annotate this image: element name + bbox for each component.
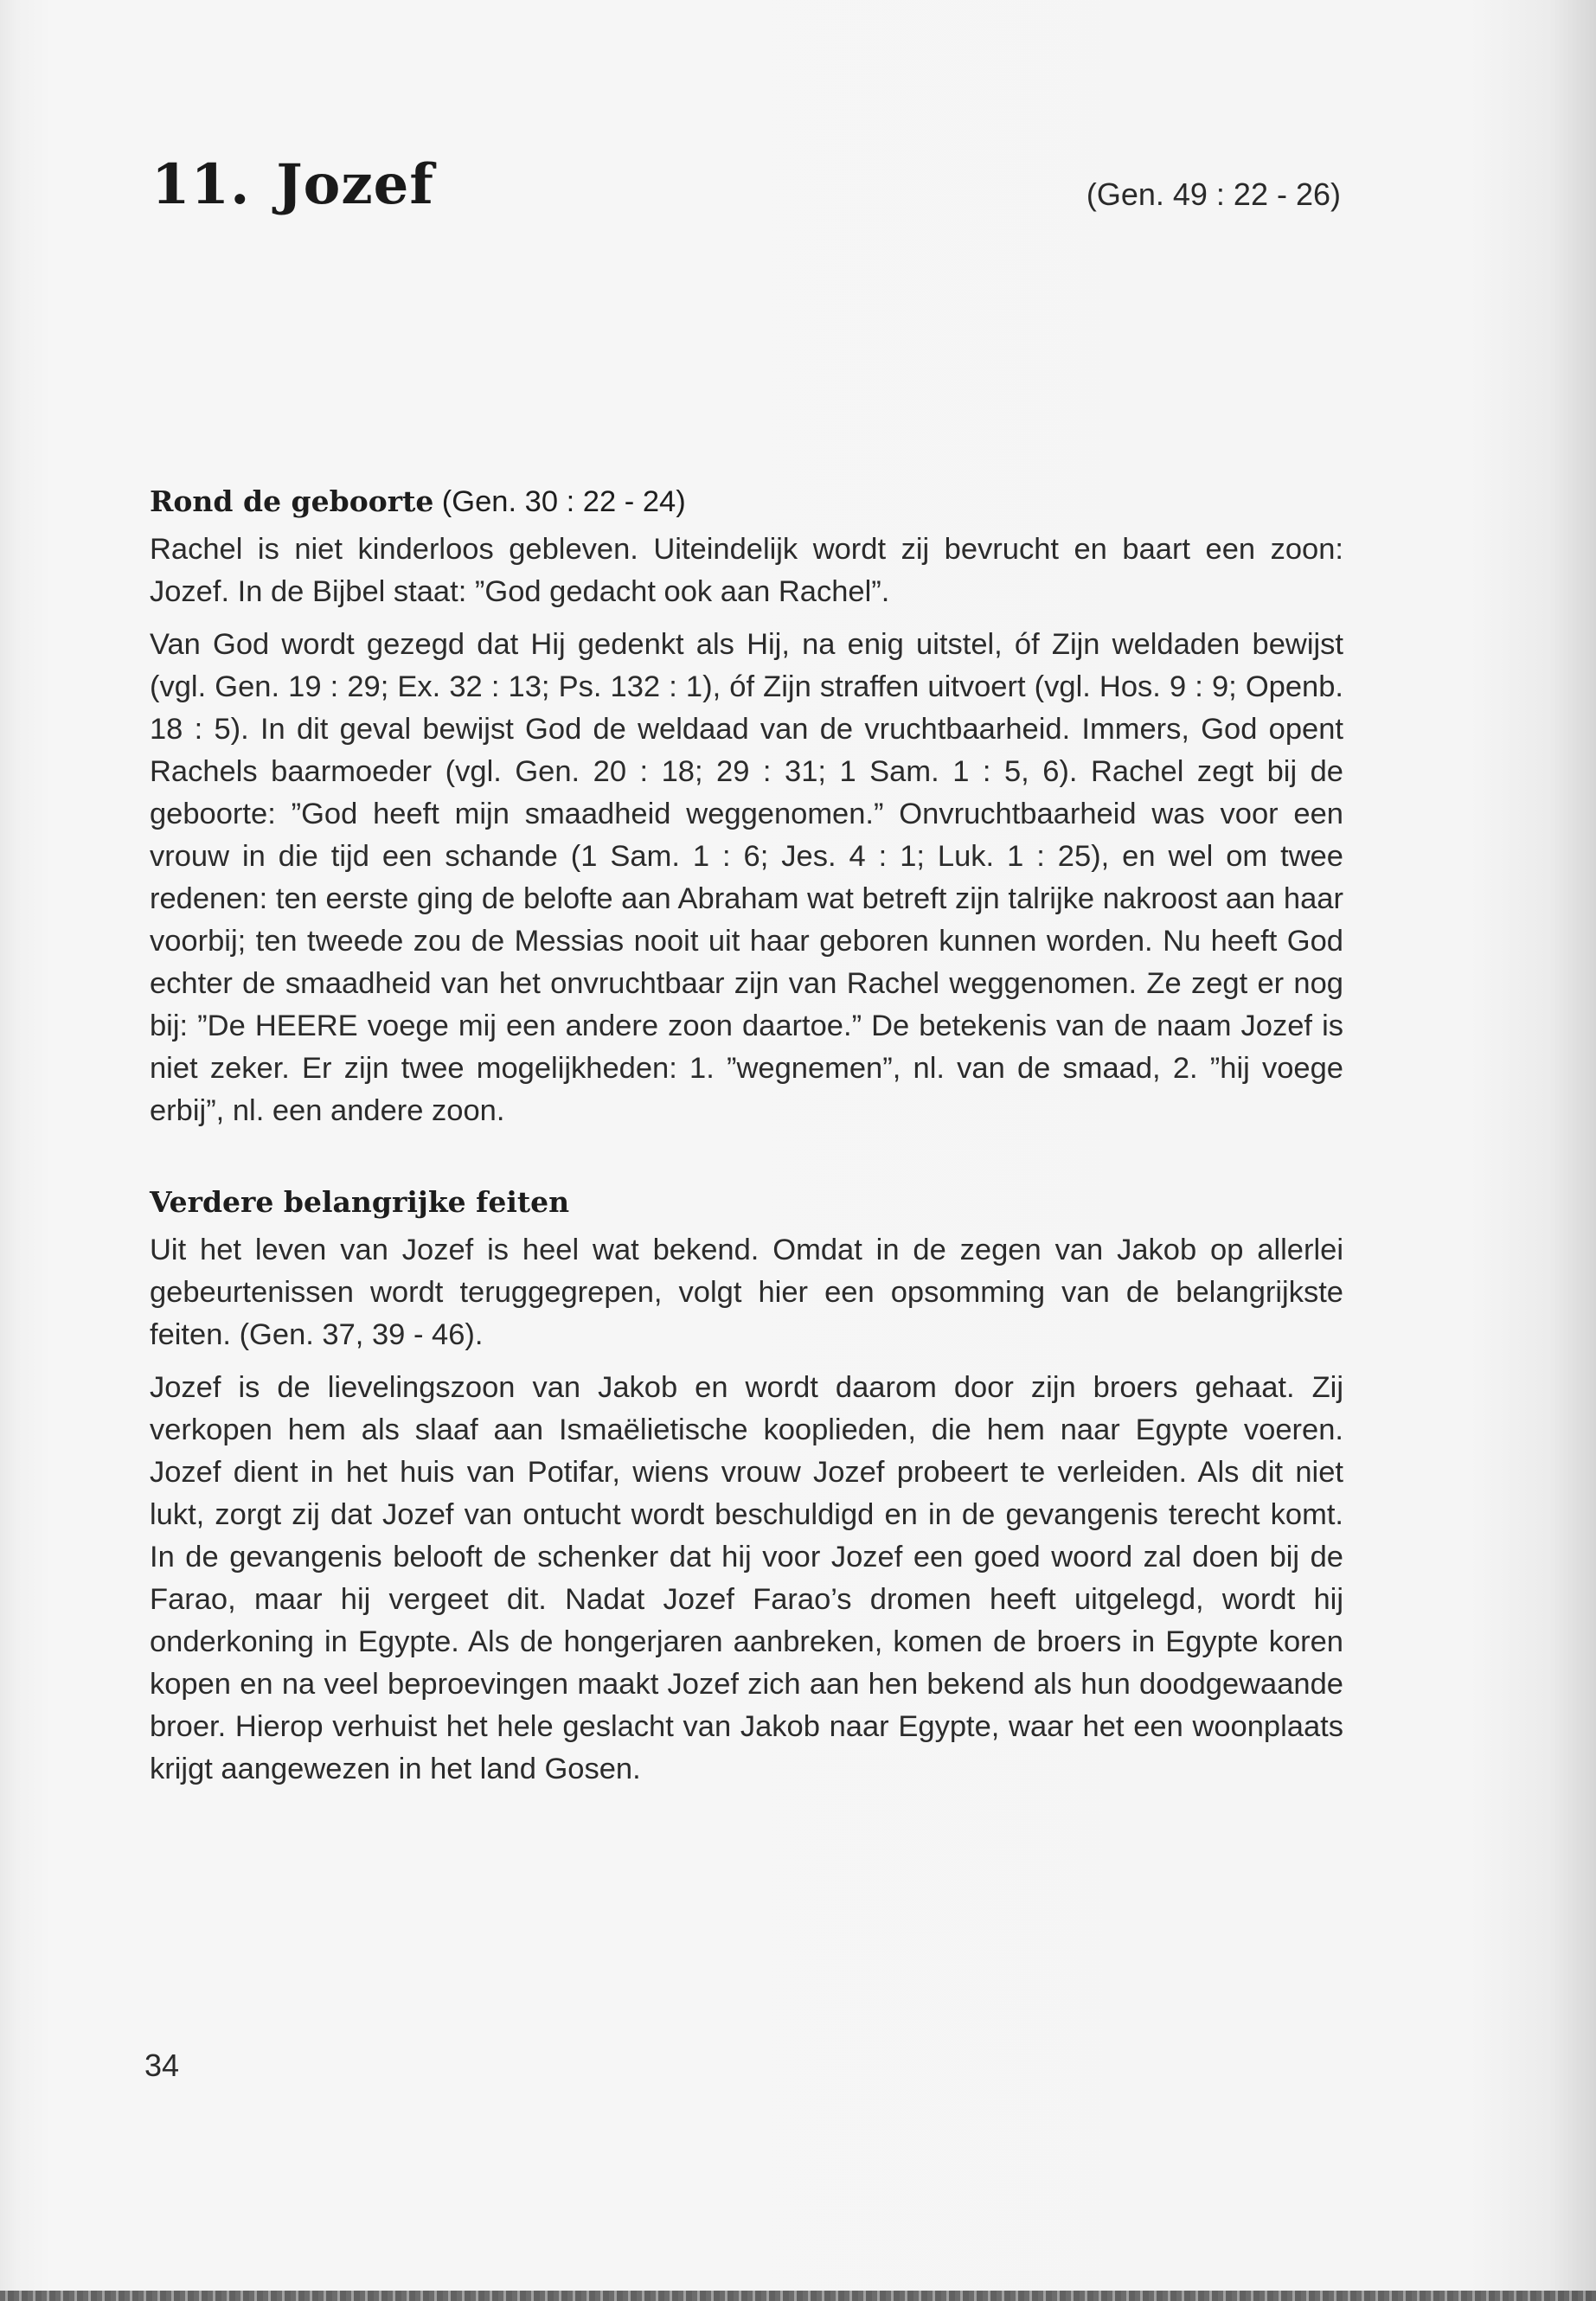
chapter-title xyxy=(151,152,434,217)
paragraph: Uit het leven van Jozef is heel wat bekend. Omdat in de zegen van Jakob op allerlei gebeurtenissen wordt teruggegrepen, volgt hier een opsomming van de belangrijkste feiten. (Gen. 37, 39 - 46). xyxy=(150,1234,1343,1351)
section-heading-label: Rond de geboorte xyxy=(150,484,434,518)
section-birth xyxy=(150,482,1343,1132)
chapter-reference: (Gen. 49 : 22 - 26) xyxy=(1086,176,1341,212)
section-heading xyxy=(150,482,1343,522)
paragraph: Rachel is niet kinderloos gebleven. Uiteindelijk wordt zij bevrucht en baart een zoon: Jozef. In de Bijbel staat: ”God gedacht ook aan Rachel”. xyxy=(150,533,1343,608)
section-heading-reference: (Gen. 30 : 22 - 24) xyxy=(441,485,686,518)
paragraph: Jozef is de lievelingszoon van Jakob en wordt daarom door zijn broers gehaat. Zij verkopen hem als slaaf aan Ismaëlietische kooplieden, die hem naar Egypte voeren. Jozef dient in het huis van Potifar, wiens vrouw Jozef probeert te verleiden. Als dit niet lukt, zorgt zij dat Jozef van ontucht wordt beschuldigd en in de gevangenis terecht komt. In de gevangenis belooft de schenker dat hij voor Jozef een goed woord zal doen bij de Farao, maar hij vergeet dit. Nadat Jozef Farao’s dromen heeft uitgelegd, wordt hij onderkoning in Egypte. Als de hongerjaren aanbreken, komen de broers in Egypte koren kopen en na veel beproevingen maakt Jozef zich aan hen bekend als hun doodgewaande broer. Hierop verhuist het hele geslacht van Jakob naar Egypte, waar het een woonplaats krijgt aangewezen in het land Gosen. xyxy=(150,1371,1343,1785)
page-content xyxy=(150,482,1343,1801)
page-number: 34 xyxy=(144,2048,180,2083)
section-important-facts xyxy=(150,1183,1343,1791)
chapter-name: Jozef xyxy=(276,152,434,217)
chapter-heading xyxy=(151,152,1341,221)
section-heading xyxy=(150,1183,1343,1222)
paragraph: Van God wordt gezegd dat Hij gedenkt als Hij, na enig uitstel, óf Zijn weldaden bewijst (vgl. Gen. 19 : 29; Ex. 32 : 13; Ps. 132 : 1), óf Zijn straffen uitvoert (vgl. Hos. 9 : 9; Openb. 18 : 5). In dit geval bewijst God de weldaad van de vruchtbaarheid. Immers, God opent Rachels baarmoeder (vgl. Gen. 20 : 18; 29 : 31; 1 Sam. 1 : 5, 6). Rachel zegt bij de geboorte: ”God heeft mijn smaadheid weggenomen.” Onvruchtbaarheid was voor een vrouw in die tijd een schande (1 Sam. 1 : 6; Jes. 4 : 1; Luk. 1 : 25), en wel om twee redenen: ten eerste ging de belofte aan Abraham wat betreft zijn talrijke nakroost aan haar voorbij; ten tweede zou de Messias nooit uit haar geboren kunnen worden. Nu heeft God echter de smaadheid van het onvruchtbaar zijn van Rachel weggenomen. Ze zegt er nog bij: ”De HEERE voege mij een andere zoon daartoe.” De betekenis van de naam Jozef is niet zeker. Er zijn twee mogelijkheden: 1. ”wegnemen”, nl. van de smaad, 2. ”hij voege erbij”, nl. een andere zoon. xyxy=(150,628,1343,1127)
section-heading-label: Verdere belangrijke feiten xyxy=(150,1185,570,1219)
scan-bottom-edge xyxy=(0,2291,1596,2301)
chapter-number: 11. xyxy=(151,152,251,217)
